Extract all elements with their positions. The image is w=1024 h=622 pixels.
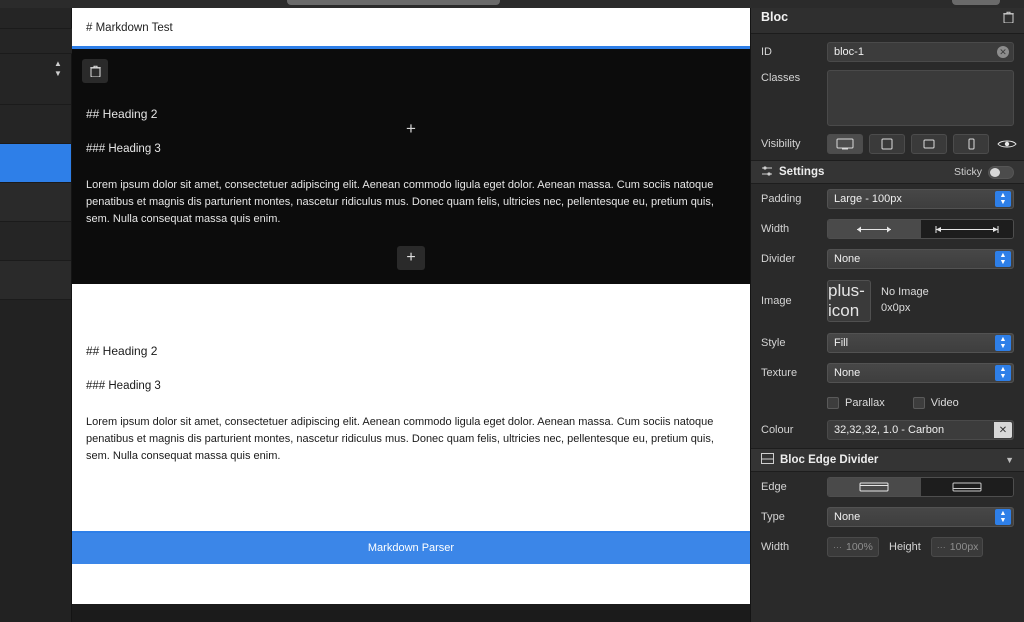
rail-stepper-row[interactable] [0,28,72,78]
parallax-label: Parallax [845,397,885,409]
visibility-row [751,126,1024,160]
window-top-strip [0,0,1024,8]
divider-row [751,244,1024,274]
colour-input[interactable] [827,420,1014,440]
padding-row [751,184,1024,214]
rail-item-2[interactable] [0,105,71,144]
white-content-block[interactable] [72,284,750,531]
add-block-button[interactable]: + [397,246,425,270]
edge-top-icon[interactable] [828,478,921,496]
stepper-icon[interactable]: ▲ ▼ [54,59,62,78]
edge-width-value: 100% [846,541,873,553]
edge-divider-title: Bloc Edge Divider [780,454,879,466]
image-add-button[interactable] [827,280,871,322]
image-size: 0x0px [881,302,911,314]
chevron-updown-icon: ▲ ▼ [995,335,1011,351]
laptop-icon[interactable] [869,134,905,154]
rail-item-5[interactable] [0,261,71,300]
left-rail [0,0,72,622]
rail-item-4[interactable] [0,222,71,261]
type-label: Type [761,511,785,523]
colour-row [751,418,1024,448]
markdown-parser-bar[interactable]: Markdown Parser [72,531,750,564]
rail-item-3[interactable] [0,183,71,222]
style-row [751,328,1024,358]
texture-value: None [834,367,861,379]
id-input-value: bloc-1 [834,46,864,58]
parallax-checkbox[interactable] [827,397,885,409]
visibility-label: Visibility [761,138,801,150]
width-row [751,214,1024,244]
padding-select[interactable] [827,189,1014,209]
video-label: Video [930,397,959,409]
divider-value: None [834,253,861,265]
settings-title: Settings [779,166,825,178]
edge-height-label: Height [889,541,921,553]
type-row [751,502,1024,532]
image-row [751,274,1024,328]
texture-label: Texture [761,367,798,379]
edge-label: Edge [761,481,787,493]
checkbox-icon [913,397,925,409]
tablet-icon[interactable] [911,134,947,154]
id-input[interactable] [827,42,1014,62]
desktop-icon[interactable] [827,134,863,154]
divider-label: Divider [761,253,796,265]
dark-heading-3: ### Heading 3 [86,143,161,155]
colour-value: 32,32,32, 1.0 - Carbon [834,424,945,436]
edge-divider-section-header[interactable] [751,448,1024,472]
sliders-icon [761,165,773,180]
chevron-updown-icon: ▲ ▼ [995,251,1011,267]
window-tab-pill-secondary[interactable] [952,0,1000,5]
phone-icon[interactable] [953,134,989,154]
inspector-title: Bloc [761,9,789,24]
dark-content-block[interactable] [72,49,750,284]
id-label: ID [761,46,772,58]
padding-value: Large - 100px [834,193,902,205]
width-segmented-control[interactable] [827,219,1014,239]
white-heading-3: ### Heading 3 [86,380,161,393]
chevron-updown-icon: ▲ ▼ [995,191,1011,207]
divider-icon [761,453,774,467]
dark-paragraph: Lorem ipsum dolor sit amet, consectetuer adipiscing elit. Aenean commodo ligula eget dolor. Aenean massa. Cum sociis natoque penatibus et magnis dis parturient montes, nascetur ridiculus mus. Donec quam felis, ultricies nec, pellentesque eu, pretium quis, sem. Nulla consequat massa quis enim. [86,179,714,226]
ellipsis-icon: ⋯ [936,541,947,552]
chevron-updown-icon: ▲ ▼ [995,365,1011,381]
texture-row [751,358,1024,388]
chevron-down-icon[interactable]: ▼ [1005,455,1014,465]
width-label: Width [761,223,790,235]
classes-row [751,64,1024,126]
rail-empty-area [0,300,71,622]
edge-width-label: Width [761,541,790,553]
sticky-label: Sticky [953,166,982,178]
style-label: Style [761,337,786,349]
contained-icon[interactable] [828,220,921,238]
type-value: None [834,511,861,523]
type-select[interactable] [827,507,1014,527]
style-select[interactable] [827,333,1014,353]
edge-height-input[interactable] [931,537,983,557]
classes-label: Classes [761,72,801,84]
canvas-bottom-fill [72,564,750,604]
divider-select[interactable] [827,249,1014,269]
padding-label: Padding [761,193,802,205]
video-checkbox[interactable] [913,397,959,409]
edge-width-height-row [751,532,1024,562]
sticky-toggle[interactable] [988,166,1014,179]
colour-label: Colour [761,424,794,436]
trash-icon[interactable] [1003,11,1014,23]
white-heading-2: ## Heading 2 [86,344,158,359]
image-label: Image [761,295,792,307]
editor-canvas[interactable] [72,0,750,622]
clear-icon[interactable]: ✕ [997,46,1009,58]
classes-textarea[interactable] [827,70,1014,126]
white-paragraph: Lorem ipsum dolor sit amet, consectetuer adipiscing elit. Aenean commodo ligula eget dolor. Aenean massa. Cum sociis natoque penatibus et magnis dis parturient montes, nascetur ridiculus mus. Donec quam felis, ultricies nec, pellentesque eu, pretium quis, sem. Nulla consequat massa quis enim. [86,416,714,463]
parallax-video-row [751,388,1024,418]
edge-bottom-icon[interactable] [921,478,1014,496]
checkbox-icon [827,397,839,409]
ellipsis-icon: ⋯ [833,541,843,552]
chevron-updown-icon: ▲ ▼ [995,509,1011,525]
texture-select[interactable] [827,363,1014,383]
edge-segmented-control[interactable] [827,477,1014,497]
delete-block-button[interactable] [82,59,108,83]
close-icon[interactable]: ✕ [994,422,1012,438]
markdown-title-text: # Markdown Test [86,22,173,34]
edge-height-value: 100px [949,541,979,553]
rail-item-selected[interactable] [0,144,71,183]
full-width-icon[interactable] [921,220,1014,238]
image-status: No Image [881,286,929,299]
window-tab-pill[interactable] [287,0,500,5]
inspector-panel [750,0,1024,622]
settings-section-header[interactable] [751,160,1024,184]
id-row [751,34,1024,64]
edge-row [751,472,1024,502]
plus-icon: plus-icon [828,281,865,320]
style-value: Fill [834,337,849,349]
eye-icon[interactable] [995,134,1019,154]
edge-width-input[interactable] [827,537,879,557]
dark-heading-2: ## Heading 2 [86,107,158,121]
insert-above-icon[interactable]: + [406,119,416,138]
